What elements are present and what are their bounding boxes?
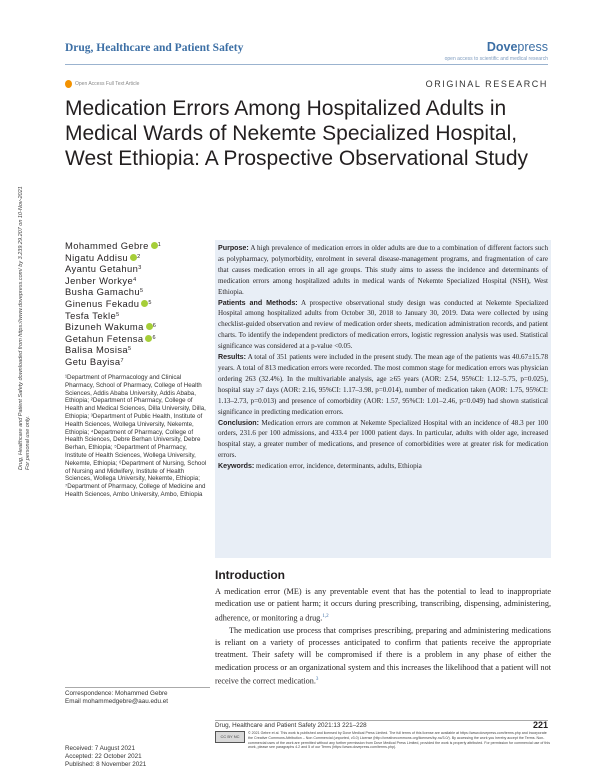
author-name: Nigatu Addisu [65,251,129,263]
accepted-date: Accepted: 22 October 2021 [65,752,142,760]
author-name: Tesfa Tekle [65,309,117,321]
author-name: Ayantu Getahun [65,263,139,275]
results-text: A total of 351 patients were included in the present study. The mean age of the patients was 40.67±15.78 years. A total of 813 medication errors were recorded. The most common stage for medication errors was physician ordering 263 (32.4%). In the multivariable analysis, age ≥65 years (AOR: 2.54, 95%CI: 1.12–5.75, p=0.025), hospital stay ≥7 days (AOR: 2.16, 95%CI: 1.17–3.98, p=0.014), number of medication taken (AOR: 1.75, 95%CI: 1.13–2.73, p=0.013) and presence of comorbidity (AOR: 1.57, 95%CI: 1.01–2.46, p=0.049) had shown statistical significance in predicting medication errors. [218,353,548,416]
intro-paragraph [215,586,551,625]
citation-link[interactable]: 1,2 [322,613,329,619]
license-block [215,731,551,750]
license-text: © 2021 Gebre et al. This work is published and licensed by Dove Medical Press Limited. The full terms of this license are available at https://www.dovepress.com/terms.php and incorporate the Creative Commons Attribution – Non Commercial (unported, v3.0) License (http://creativecommons.org/licenses/by-nc/3.0/). By accessing the work you hereby accept the Terms. Non-commercial uses of the work are permitted without any further permission from Dove Medical Press Limited, provided the work is properly attributed. For permission for commercial use of this work, please see paragraphs 4.2 and 5 of our Terms (https://www.dovepress.com/terms.php). [248,731,550,750]
introduction-body [215,586,551,688]
footer-citation[interactable]: Drug, Healthcare and Patient Safety 2021:13 221–228 [215,722,367,729]
author[interactable] [65,275,210,287]
correspondence [65,690,215,706]
author-list [65,240,210,368]
article-title: Medication Errors Among Hospitalized Adults in Medical Wards of Nekemte Specialized Hospital, West Ethiopia: A Prospective Observational Study [65,97,529,170]
article-dates [65,745,146,768]
author-affil: 5 [128,346,132,353]
journal-name[interactable]: Drug, Healthcare and Patient Safety [65,42,244,54]
orcid-icon[interactable] [151,242,158,249]
keywords-text: medication error, incidence, determinants, adults, Ethiopia [256,462,422,471]
orcid-icon[interactable] [145,335,152,342]
author-affil: 7 [120,357,124,364]
citation-link[interactable]: 3 [315,676,319,682]
received-date: Received: 7 August 2021 [65,745,136,752]
author-name: Ginenus Fekadu [65,297,140,309]
author-name: Mohammed Gebre [65,240,149,251]
abstract-text [218,243,548,472]
orcid-icon[interactable] [130,254,137,261]
intro-p2-text: The medication use process that comprises prescribing, preparing and administering medications is reliant on a variety of processes anticipated to confirm that patients receive the appropriate treatment. Their safety will be compromised if there is a problem in any phase of either the medication process or an organizational system and this increases the likelihood that a patient will not receive the correct medication. [215,625,551,686]
publisher-logo-rest: press [517,40,548,54]
purpose-label: Purpose: [218,244,249,252]
methods-label: Patients and Methods: [218,298,298,307]
download-note-line1: Drug, Healthcare and Patient Safety downloaded from https://www.dovepress.com/ by 3.239.29.207 on 10-Nov-2021 [18,186,24,470]
abstract-box [215,240,551,558]
footer-divider [215,720,548,721]
correspondence-divider [65,687,210,688]
page-number: 221 [532,720,548,730]
author-affil: 5 [148,299,152,306]
open-access-text: Open Access Full Text Article [75,81,140,87]
open-access-label [65,80,139,88]
author[interactable] [65,356,210,368]
author-affil: 1 [157,242,162,248]
conclusion-text: Medication errors are common at Nekemte Specialized Hospital with an incidence of 48.3 per 100 orders, 231.6 per 100 admissions, and 433.4 per 1000 patient days. In particular, adults with older age, increased hospital stay, a greater number of medications, and presence of comorbidities were at greater risk for medication errors. [218,418,549,460]
author[interactable] [65,298,210,310]
correspondence-email[interactable]: Email mohammedgebre@aau.edu.et [65,698,169,705]
intro-p1-text: A medication error (ME) is any preventable event that has the potential to lead to inappropriate medication use or patient harm; it occurs during prescribing, transcribing, dispensing, administering, adherence, or monitoring a drug. [215,587,551,623]
author[interactable] [65,263,210,275]
author-affil: 2 [137,253,141,260]
author-name: Bizuneh Wakuma [65,321,144,333]
results-label: Results: [218,353,246,362]
author[interactable] [65,333,210,345]
orcid-icon[interactable] [146,323,153,330]
author[interactable] [65,252,210,264]
author-name: Busha Gamachu [65,286,141,298]
author-affil: 3 [138,265,142,272]
publisher-logo[interactable] [487,40,548,54]
open-access-icon [65,80,72,88]
keywords-label: Keywords: [218,462,255,471]
author-affil: 5 [116,311,120,318]
author[interactable] [65,240,210,252]
publisher-tagline: open access to scientific and medical research [444,56,548,62]
orcid-icon[interactable] [141,300,148,307]
intro-paragraph [215,625,551,688]
cc-license-badge[interactable]: CC BY NC [215,731,245,743]
affiliations: ¹Department of Pharmacology and Clinical Pharmacy, School of Pharmacy, College of Health Sciences, Addis Ababa University, Addis Ababa, Ethiopia; ²Department of Pharmacy, College of Health and Medical Sciences, Dilla University, Dilla, Ethiopia; ³Department of Public Health, Institute of Health Sciences, Wollega University, Nekemte, Ethiopia; ⁴Department of Pharmacy, College of Health Sciences, Debre Berhan University, Debre Berhan, Ethiopia; ⁵Department of Pharmacy, Institute of Health Sciences, Wollega University, Nekemte, Ethiopia; ⁶Department of Nursing, School of Nursing and Midwifery, Institute of Health Sciences, Wollega University, Nekemte, Ethiopia; ⁷Department of Pharmacy, College of Medicine and Health Sciences, Ambo University, Ambo, Ethiopia [65,374,207,498]
author-name: Balisa Mosisa [65,344,129,356]
header-divider [65,64,548,65]
methods-text: A prospective observational study design was conducted at Nekemte Specialized Hospital among hospitalized adults from October 30, 2018 to January 30, 2019. Data were collected by using checklist-guided observation and review of medication order sheets, medication administration records, and patient charts. To identify the independent predictors of medication errors, logistic regression analysis was used. Statistical significance was considered at a p-value <0.05. [218,298,548,351]
download-note-line2: For personal use only. [25,415,31,470]
author[interactable] [65,344,210,356]
download-note [18,186,32,470]
article-type: ORIGINAL RESEARCH [425,79,548,89]
author-name: Jenber Workye [65,274,134,286]
author[interactable] [65,286,210,298]
conclusion-label: Conclusion: [218,418,259,427]
author-affil: 6 [152,334,156,341]
author-name: Getahun Fetensa [65,332,144,344]
author[interactable] [65,310,210,322]
introduction-heading: Introduction [215,568,285,582]
author-affil: 5 [140,288,144,295]
author-name: Getu Bayisa [65,355,121,367]
author-affil: 4 [133,276,137,283]
publisher-logo-bold: Dove [486,40,518,54]
published-date: Published: 8 November 2021 [65,760,147,768]
correspondence-name: Correspondence: Mohammed Gebre [65,690,168,697]
author[interactable] [65,321,210,333]
author-affil: 6 [152,323,157,330]
purpose-text: A high prevalence of medication errors in older adults are due to a combination of different factors such as polypharmacy, polymorbidity, enrolment in several disease-management programs, and fragmentation of care that causes medication errors in all age groups. This study aims to assess the incidence and determinants of medication errors among hospitalized adults in medical wards of Nekemte Specialized Hospital (NSH), West Ethiopia. [218,244,548,296]
